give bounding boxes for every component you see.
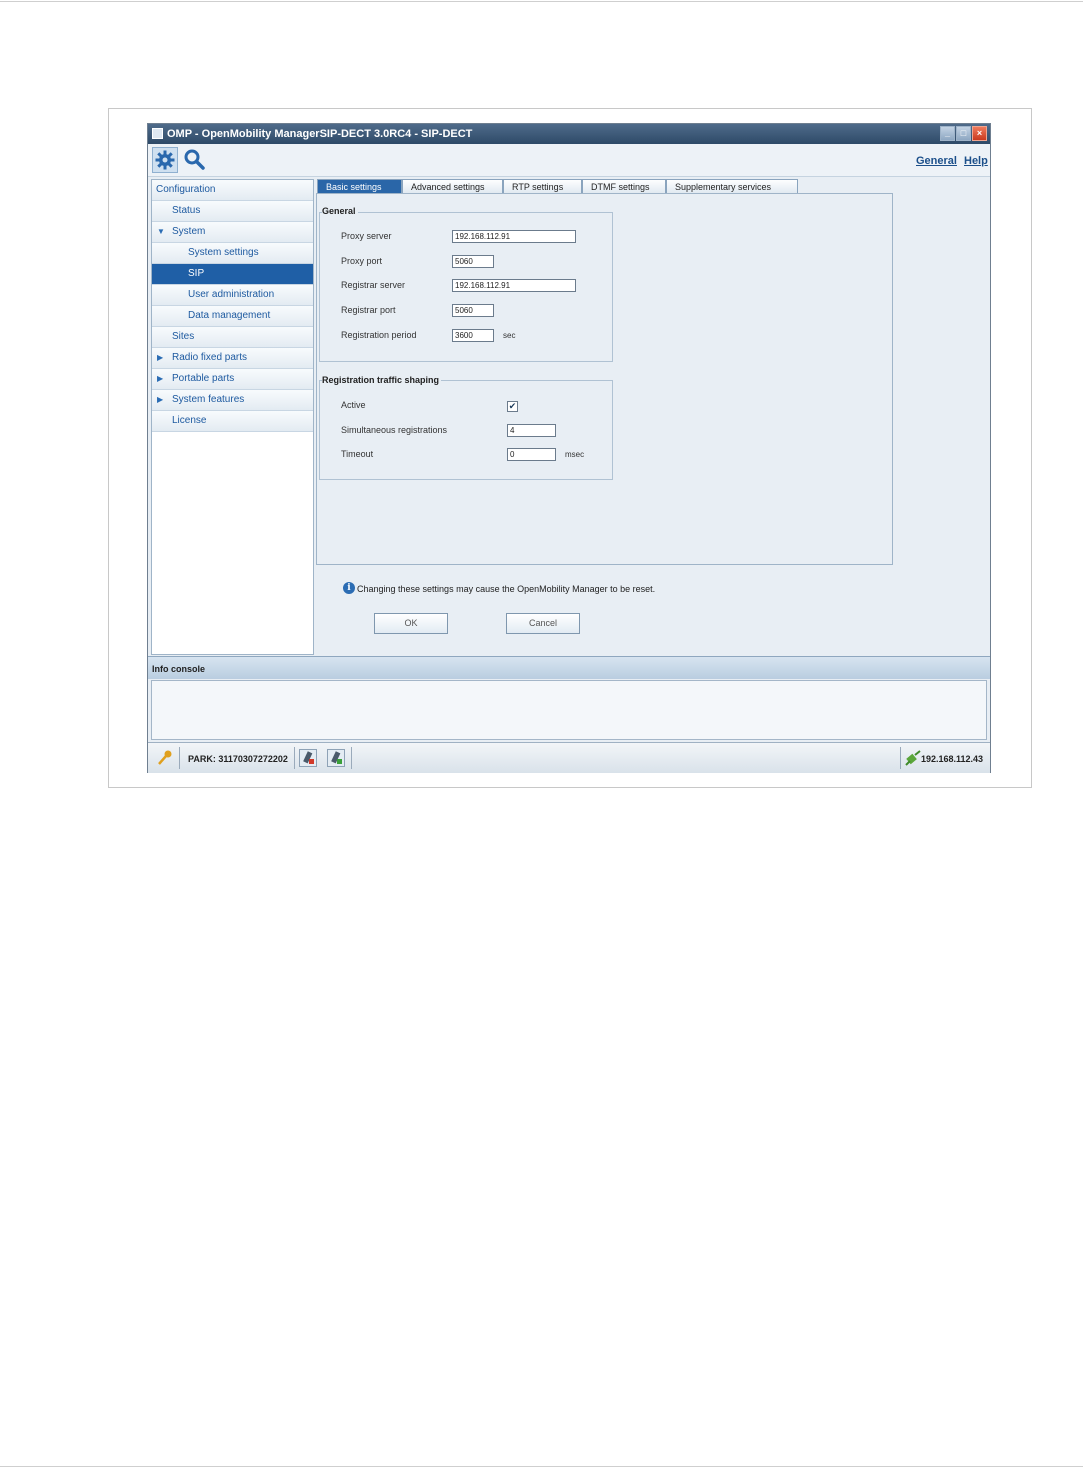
tab-advanced-settings[interactable]: Advanced settings	[402, 179, 503, 194]
sidebar-item-label: Radio fixed parts	[172, 352, 248, 363]
status-separator	[179, 747, 180, 769]
registrar-server-label: Registrar server	[341, 280, 406, 290]
status-bar	[148, 742, 990, 773]
sidebar-item-sip[interactable]	[152, 264, 313, 285]
sidebar-item-label: System	[172, 226, 206, 237]
sidebar-item-label: Status	[172, 205, 201, 216]
info-console-header	[148, 656, 990, 679]
proxy-port-input[interactable]: 5060	[452, 255, 494, 268]
active-checkbox[interactable]: ✔	[508, 401, 517, 411]
collapsed-arrow-icon: ▶	[157, 395, 164, 404]
app-icon	[152, 128, 163, 139]
tab-supplementary-services[interactable]: Supplementary services	[666, 179, 798, 194]
tab-rtp-settings[interactable]: RTP settings	[503, 179, 582, 194]
sidebar-item-status[interactable]	[152, 201, 313, 222]
navigation-tree	[151, 179, 314, 655]
sidebar-item-configuration[interactable]	[152, 180, 313, 201]
ok-button[interactable]: OK	[374, 613, 448, 634]
park-number: PARK: 31170307272202	[188, 754, 288, 764]
registration-period-label: Registration period	[341, 330, 417, 340]
sidebar-item-label: Data management	[188, 310, 271, 321]
sidebar-item-system[interactable]	[152, 222, 313, 243]
general-link[interactable]: General	[916, 155, 957, 167]
traffic-shaping-title: Registration traffic shaping	[322, 375, 440, 385]
simultaneous-registrations-label: Simultaneous registrations	[341, 425, 448, 435]
configuration-gear-button[interactable]	[152, 147, 178, 173]
expanded-arrow-icon: ▼	[157, 227, 165, 236]
sidebar-item-sites[interactable]	[152, 327, 313, 348]
maximize-icon[interactable]: □	[956, 126, 971, 141]
registrar-port-input[interactable]: 5060	[452, 304, 494, 317]
help-link[interactable]: Help	[964, 155, 988, 167]
sidebar-item-user-administration[interactable]	[152, 285, 313, 306]
proxy-server-label: Proxy server	[341, 231, 392, 241]
status-separator	[294, 747, 295, 769]
collapsed-arrow-icon: ▶	[157, 353, 164, 362]
general-group-title: General	[322, 206, 356, 216]
sidebar-item-label: System settings	[188, 247, 259, 258]
proxy-server-input[interactable]: 192.168.112.91	[452, 230, 576, 243]
sidebar-item-label: System features	[172, 394, 245, 405]
registrar-port-label: Registrar port	[341, 305, 396, 315]
sidebar-item-label: License	[172, 415, 207, 426]
active-label: Active	[341, 400, 366, 410]
registration-period-unit: sec	[503, 331, 516, 340]
toolbar	[148, 144, 990, 177]
close-icon[interactable]: ×	[972, 126, 987, 141]
title-bar	[148, 124, 990, 144]
sidebar-item-label: Sites	[172, 331, 195, 342]
page-bottom-rule	[0, 1466, 1083, 1467]
gear-icon	[153, 148, 177, 172]
content-area	[315, 179, 988, 655]
sidebar-item-label: Portable parts	[172, 373, 235, 384]
sidebar-item-label: SIP	[188, 268, 205, 279]
status-separator	[351, 747, 352, 769]
timeout-label: Timeout	[341, 449, 374, 459]
collapsed-arrow-icon: ▶	[157, 374, 164, 383]
timeout-input[interactable]: 0	[507, 448, 556, 461]
proxy-port-label: Proxy port	[341, 256, 383, 266]
simultaneous-registrations-input[interactable]: 4	[507, 424, 556, 437]
registration-period-input[interactable]: 3600	[452, 329, 494, 342]
magnifier-icon	[182, 147, 206, 171]
server-ip-address: 192.168.112.43	[921, 754, 984, 764]
basic-settings-panel	[316, 193, 893, 565]
sidebar-item-label: Configuration	[156, 184, 216, 195]
status-separator	[900, 747, 901, 769]
sidebar-item-radio-fixed-parts[interactable]	[152, 348, 313, 369]
sidebar-item-system-settings[interactable]	[152, 243, 313, 264]
sidebar-item-data-management[interactable]	[152, 306, 313, 327]
tab-basic-settings[interactable]: Basic settings	[317, 179, 402, 194]
sidebar-item-portable-parts[interactable]	[152, 369, 313, 390]
app-window	[147, 123, 991, 773]
cancel-button[interactable]: Cancel	[506, 613, 580, 634]
sidebar-item-label: User administration	[188, 289, 275, 300]
info-icon: i	[343, 582, 355, 594]
tab-dtmf-settings[interactable]: DTMF settings	[582, 179, 666, 194]
status-search-button[interactable]	[182, 147, 208, 173]
info-console-title: Info console	[152, 664, 206, 674]
phone-green-icon[interactable]	[327, 749, 345, 767]
minimize-icon[interactable]: _	[940, 126, 955, 141]
sidebar-item-system-features[interactable]	[152, 390, 313, 411]
phone-red-icon[interactable]	[299, 749, 317, 767]
key-icon	[156, 749, 174, 767]
sidebar-item-license[interactable]	[152, 411, 313, 432]
page-top-rule	[0, 1, 1083, 2]
connection-plug-icon	[904, 749, 922, 767]
info-console-body	[151, 680, 987, 740]
registrar-server-input[interactable]: 192.168.112.91	[452, 279, 576, 292]
window-title: OMP - OpenMobility ManagerSIP-DECT 3.0RC4 - SIP-DECT	[167, 128, 473, 140]
reset-warning-text: Changing these settings may cause the OpenMobility Manager to be reset.	[357, 584, 656, 594]
timeout-unit: msec	[565, 450, 585, 459]
